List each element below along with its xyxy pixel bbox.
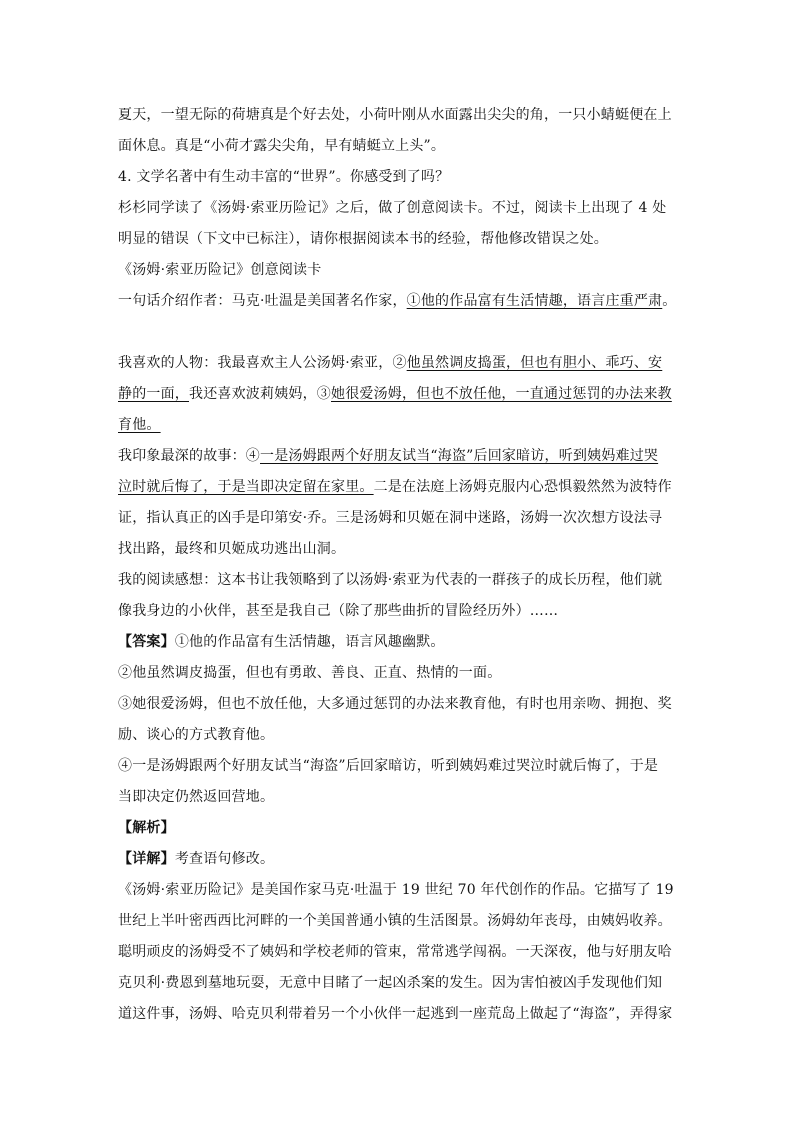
text-segment: ①他的作品富有生活情趣，语言风趣幽默。 [174, 634, 445, 650]
text-line [118, 906, 678, 937]
text-line [118, 379, 678, 410]
text-line [118, 441, 678, 472]
text-segment: 一句话介绍作者：马克·吐温是美国著名作家， [118, 293, 407, 309]
underlined-error-text: 一是汤姆跟两个好朋友试当“海盗”后回家暗访，听到姨妈难过哭 [260, 448, 659, 464]
text-line [118, 875, 678, 906]
document-body [118, 100, 678, 1030]
text-line [118, 999, 678, 1030]
text-segment: ③她很爱汤姆，但也不放任他，大多通过惩罚的办法来教育他，有时也用亲吻、拥抱、奖 [118, 696, 672, 712]
section-heading: 【详解】 [118, 851, 175, 867]
text-segment: 面休息。真是“小荷才露尖尖角，早有蜻蜓立上头”。 [118, 138, 446, 154]
text-segment: 当即决定仍然返回营地。 [118, 789, 275, 805]
text-line [118, 100, 678, 131]
text-line [118, 937, 678, 968]
text-segment: 4. 文学名著中有生动丰富的“世界”。你感受到了吗？ [118, 169, 450, 185]
text-line [118, 224, 678, 255]
underlined-error-text: ①他的作品富有生活情趣，语言庄重严肃 [406, 293, 663, 309]
text-segment: 明显的错误（下文中已标注），请你根据阅读本书的经验，帮他修改错误之处。 [118, 231, 608, 247]
text-line [118, 596, 678, 627]
text-segment: 证，指认真正的凶手是印第安·乔。三是汤姆和贝姬在洞中迷路，汤姆一次次想方设法寻 [118, 510, 663, 526]
text-segment: 道这件事，汤姆、哈克贝利带着另一个小伙伴一起逃到一座荒岛上做起了“海盗”，弄得家 [118, 1006, 673, 1022]
text-line [118, 658, 678, 689]
blank-line [118, 317, 678, 348]
underlined-error-text: 静的一面， [118, 386, 189, 402]
text-segment: 夏天，一望无际的荷塘真是个好去处，小荷叶刚从水面露出尖尖的角，一只小蜻蜓便在上 [118, 107, 672, 123]
text-segment: 杉杉同学读了《汤姆·索亚历险记》之后，做了创意阅读卡。不过，阅读卡上出现了 4 处 [118, 200, 667, 216]
text-segment: 我还喜欢波莉姨妈，③ [189, 386, 331, 402]
text-line [118, 782, 678, 813]
text-line [118, 503, 678, 534]
text-line [118, 844, 678, 875]
section-heading: 【答案】 [118, 634, 175, 650]
text-line [118, 193, 678, 224]
text-segment: 克贝利·费恩到墓地玩耍，无意中目睹了一起凶杀案的发生。因为害怕被凶手发现他们知 [118, 975, 663, 991]
text-segment: 励、谈心的方式教育他。 [118, 727, 275, 743]
text-segment: 考查语句修改。 [174, 851, 275, 867]
text-line [118, 751, 678, 782]
underlined-error-text: 他虽然调皮捣蛋，但也有胆小、乖巧、安 [406, 355, 663, 371]
underlined-error-text: 育他。 [118, 417, 161, 433]
text-segment: 像我身边的小伙伴，甚至是我自己（除了那些曲折的冒险经历外）…… [118, 603, 559, 619]
text-line [118, 968, 678, 999]
text-segment: ④一是汤姆跟两个好朋友试当“海盗”后回家暗访，听到姨妈难过哭泣时就后悔了，于是 [118, 758, 659, 774]
text-segment: 我印象最深的故事：④ [118, 448, 260, 464]
text-segment: ②他虽然调皮捣蛋，但也有勇敢、善良、正直、热情的一面。 [118, 665, 502, 681]
underlined-error-text: 泣时就后悔了，于是当即决定留在家里。 [118, 479, 374, 495]
text-segment: 世纪上半叶密西西比河畔的一个美国普通小镇的生活图景。汤姆幼年丧母，由姨妈收养。 [118, 913, 672, 929]
text-line [118, 348, 678, 379]
text-segment: 我喜欢的人物：我最喜欢主人公汤姆·索亚，② [118, 355, 407, 371]
text-line [118, 131, 678, 162]
text-line [118, 410, 678, 441]
text-segment: 《汤姆·索亚历险记》创意阅读卡 [118, 262, 322, 278]
underlined-error-text: 她很爱汤姆，但也不放任他，一直通过惩罚的办法来教 [331, 386, 672, 402]
text-line [118, 255, 678, 286]
section-heading: 【解析】 [118, 820, 175, 836]
text-line [118, 627, 678, 658]
text-line [118, 472, 678, 503]
text-segment: 二是在法庭上汤姆克服内心恐惧毅然然为波特作 [373, 479, 672, 495]
text-line [118, 689, 678, 720]
text-segment: 。 [662, 293, 677, 309]
text-line [118, 534, 678, 565]
text-line [118, 162, 678, 193]
text-line [118, 720, 678, 751]
text-segment: 《汤姆·索亚历险记》是美国作家马克·吐温于 19 世纪 70 年代创作的作品。它描写了 19 [118, 882, 674, 898]
text-line [118, 813, 678, 844]
text-line [118, 565, 678, 596]
text-segment: 聪明顽皮的汤姆受不了姨妈和学校老师的管束，常常逃学闯祸。一天深夜，他与好朋友哈 [118, 944, 672, 960]
text-line [118, 286, 678, 317]
text-segment: 我的阅读感想：这本书让我领略到了以汤姆·索亚为代表的一群孩子的成长历程，他们就 [118, 572, 663, 588]
text-segment: 找出路，最终和贝姬成功逃出山洞。 [118, 541, 346, 557]
